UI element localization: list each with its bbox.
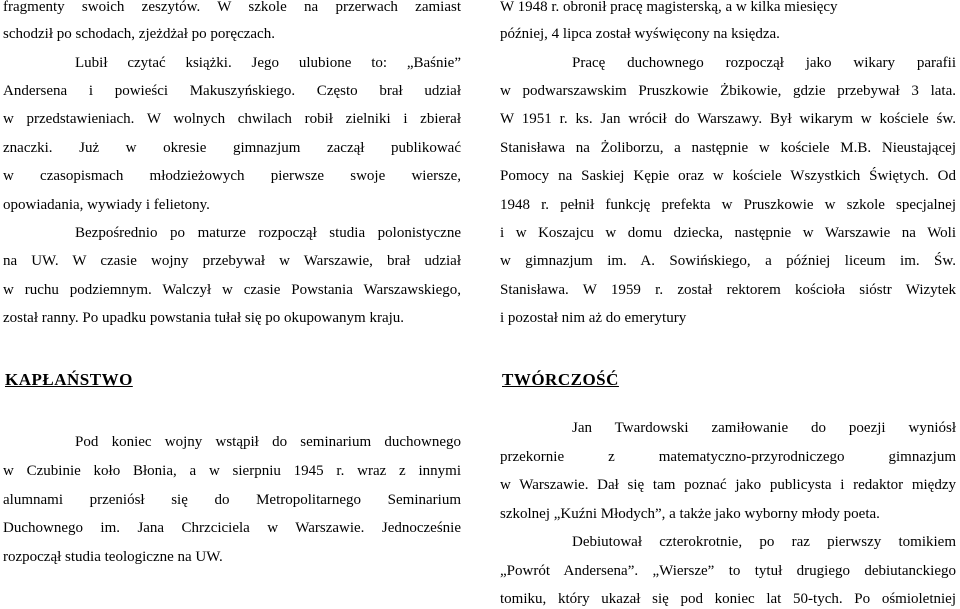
text-line: rozpoczął studia teologiczne na UW. <box>3 549 223 565</box>
text-line: w Czubinie koło Błonia, a w sierpniu 1945 r. wraz z innymi <box>3 463 461 479</box>
text-line: Andersena i powieści Makuszyńskiego. Często brał udział <box>3 83 461 99</box>
text-line: Pod koniec wojny wstąpił do seminarium duchownego <box>75 434 461 450</box>
text-line: i w Koszajcu w domu dziecka, następnie w Warszawie na Woli <box>500 225 956 241</box>
text-line: W 1951 r. ks. Jan wrócił do Warszawy. Był wikarym w kościele św. <box>500 111 956 127</box>
text-line: Duchownego im. Jana Chrzciciela w Warszawie. Jednocześnie <box>3 520 461 536</box>
text-line: znaczki. Już w okresie gimnazjum zaczął publikować <box>3 140 461 156</box>
text-line: fragmenty swoich zeszytów. W szkole na przerwach zamiast <box>3 0 461 15</box>
text-line: Stanisława na Żoliborzu, a następnie w kościele M.B. Nieustającej <box>500 140 956 156</box>
text-line: Jan Twardowski zamiłowanie do poezji wyniósł <box>572 420 956 436</box>
text-line: alumnami przeniósł się do Metropolitarnego Seminarium <box>3 492 461 508</box>
text-line: schodził po schodach, zjeżdżał po poręczach. <box>3 26 275 42</box>
text-line: W 1948 r. obronił pracę magisterską, a w kilka miesięcy <box>500 0 838 15</box>
section-heading-kaplanstwo: KAPŁAŃSTWO <box>5 370 133 389</box>
text-line: Lubił czytać książki. Jego ulubione to: „Baśnie” <box>75 55 461 71</box>
text-line: Bezpośrednio po maturze rozpoczął studia polonistyczne <box>75 225 461 241</box>
text-line: w czasopismach młodzieżowych pierwsze swoje wiersze, <box>3 168 461 184</box>
text-line: w Warszawie. Dał się tam poznać jako publicysta i redaktor między <box>500 477 956 493</box>
text-line: szkolnej „Kuźni Młodych”, a także jako wyborny młody poeta. <box>500 506 880 522</box>
text-line: tomiku, który ukazał się pod koniec lat 50-tych. Po ośmioletniej <box>500 591 956 607</box>
text-line: przekornie z matematyczno-przyrodniczego gimnazjum <box>500 449 956 465</box>
text-line: w gimnazjum im. A. Sowińskiego, a później liceum im. Św. <box>500 253 956 269</box>
text-line: w podwarszawskim Pruszkowie Żbikowie, gdzie przebywał 3 lata. <box>500 83 956 99</box>
text-line: Debiutował czterokrotnie, po raz pierwszy tomikiem <box>572 534 956 550</box>
section-heading-tworczosc: TWÓRCZOŚĆ <box>502 370 619 389</box>
text-line: Pomocy na Saskiej Kępie oraz w kościele Wszystkich Świętych. Od <box>500 168 956 184</box>
text-line: 1948 r. pełnił funkcję prefekta w Pruszkowie w szkole specjalnej <box>500 197 956 213</box>
text-line: na UW. W czasie wojny przebywał w Warszawie, brał udział <box>3 253 461 269</box>
text-line: opowiadania, wywiady i felietony. <box>3 197 210 213</box>
text-line: Stanisława. W 1959 r. został rektorem kościoła sióstr Wizytek <box>500 282 956 298</box>
text-line: i pozostał nim aż do emerytury <box>500 310 687 326</box>
text-line: w ruchu podziemnym. Walczył w czasie Powstania Warszawskiego, <box>3 282 461 298</box>
text-line: został ranny. Po upadku powstania tułał się po okupowanym kraju. <box>3 310 405 326</box>
text-line: „Powrót Andersena”. „Wiersze” to tytuł drugiego debiutanckiego <box>500 563 956 579</box>
text-line: Pracę duchownego rozpoczął jako wikary parafii <box>572 55 956 71</box>
text-line: później, 4 lipca został wyświęcony na księdza. <box>500 26 780 42</box>
text-line: w przedstawieniach. W wolnych chwilach robił zielniki i zbierał <box>3 111 461 127</box>
